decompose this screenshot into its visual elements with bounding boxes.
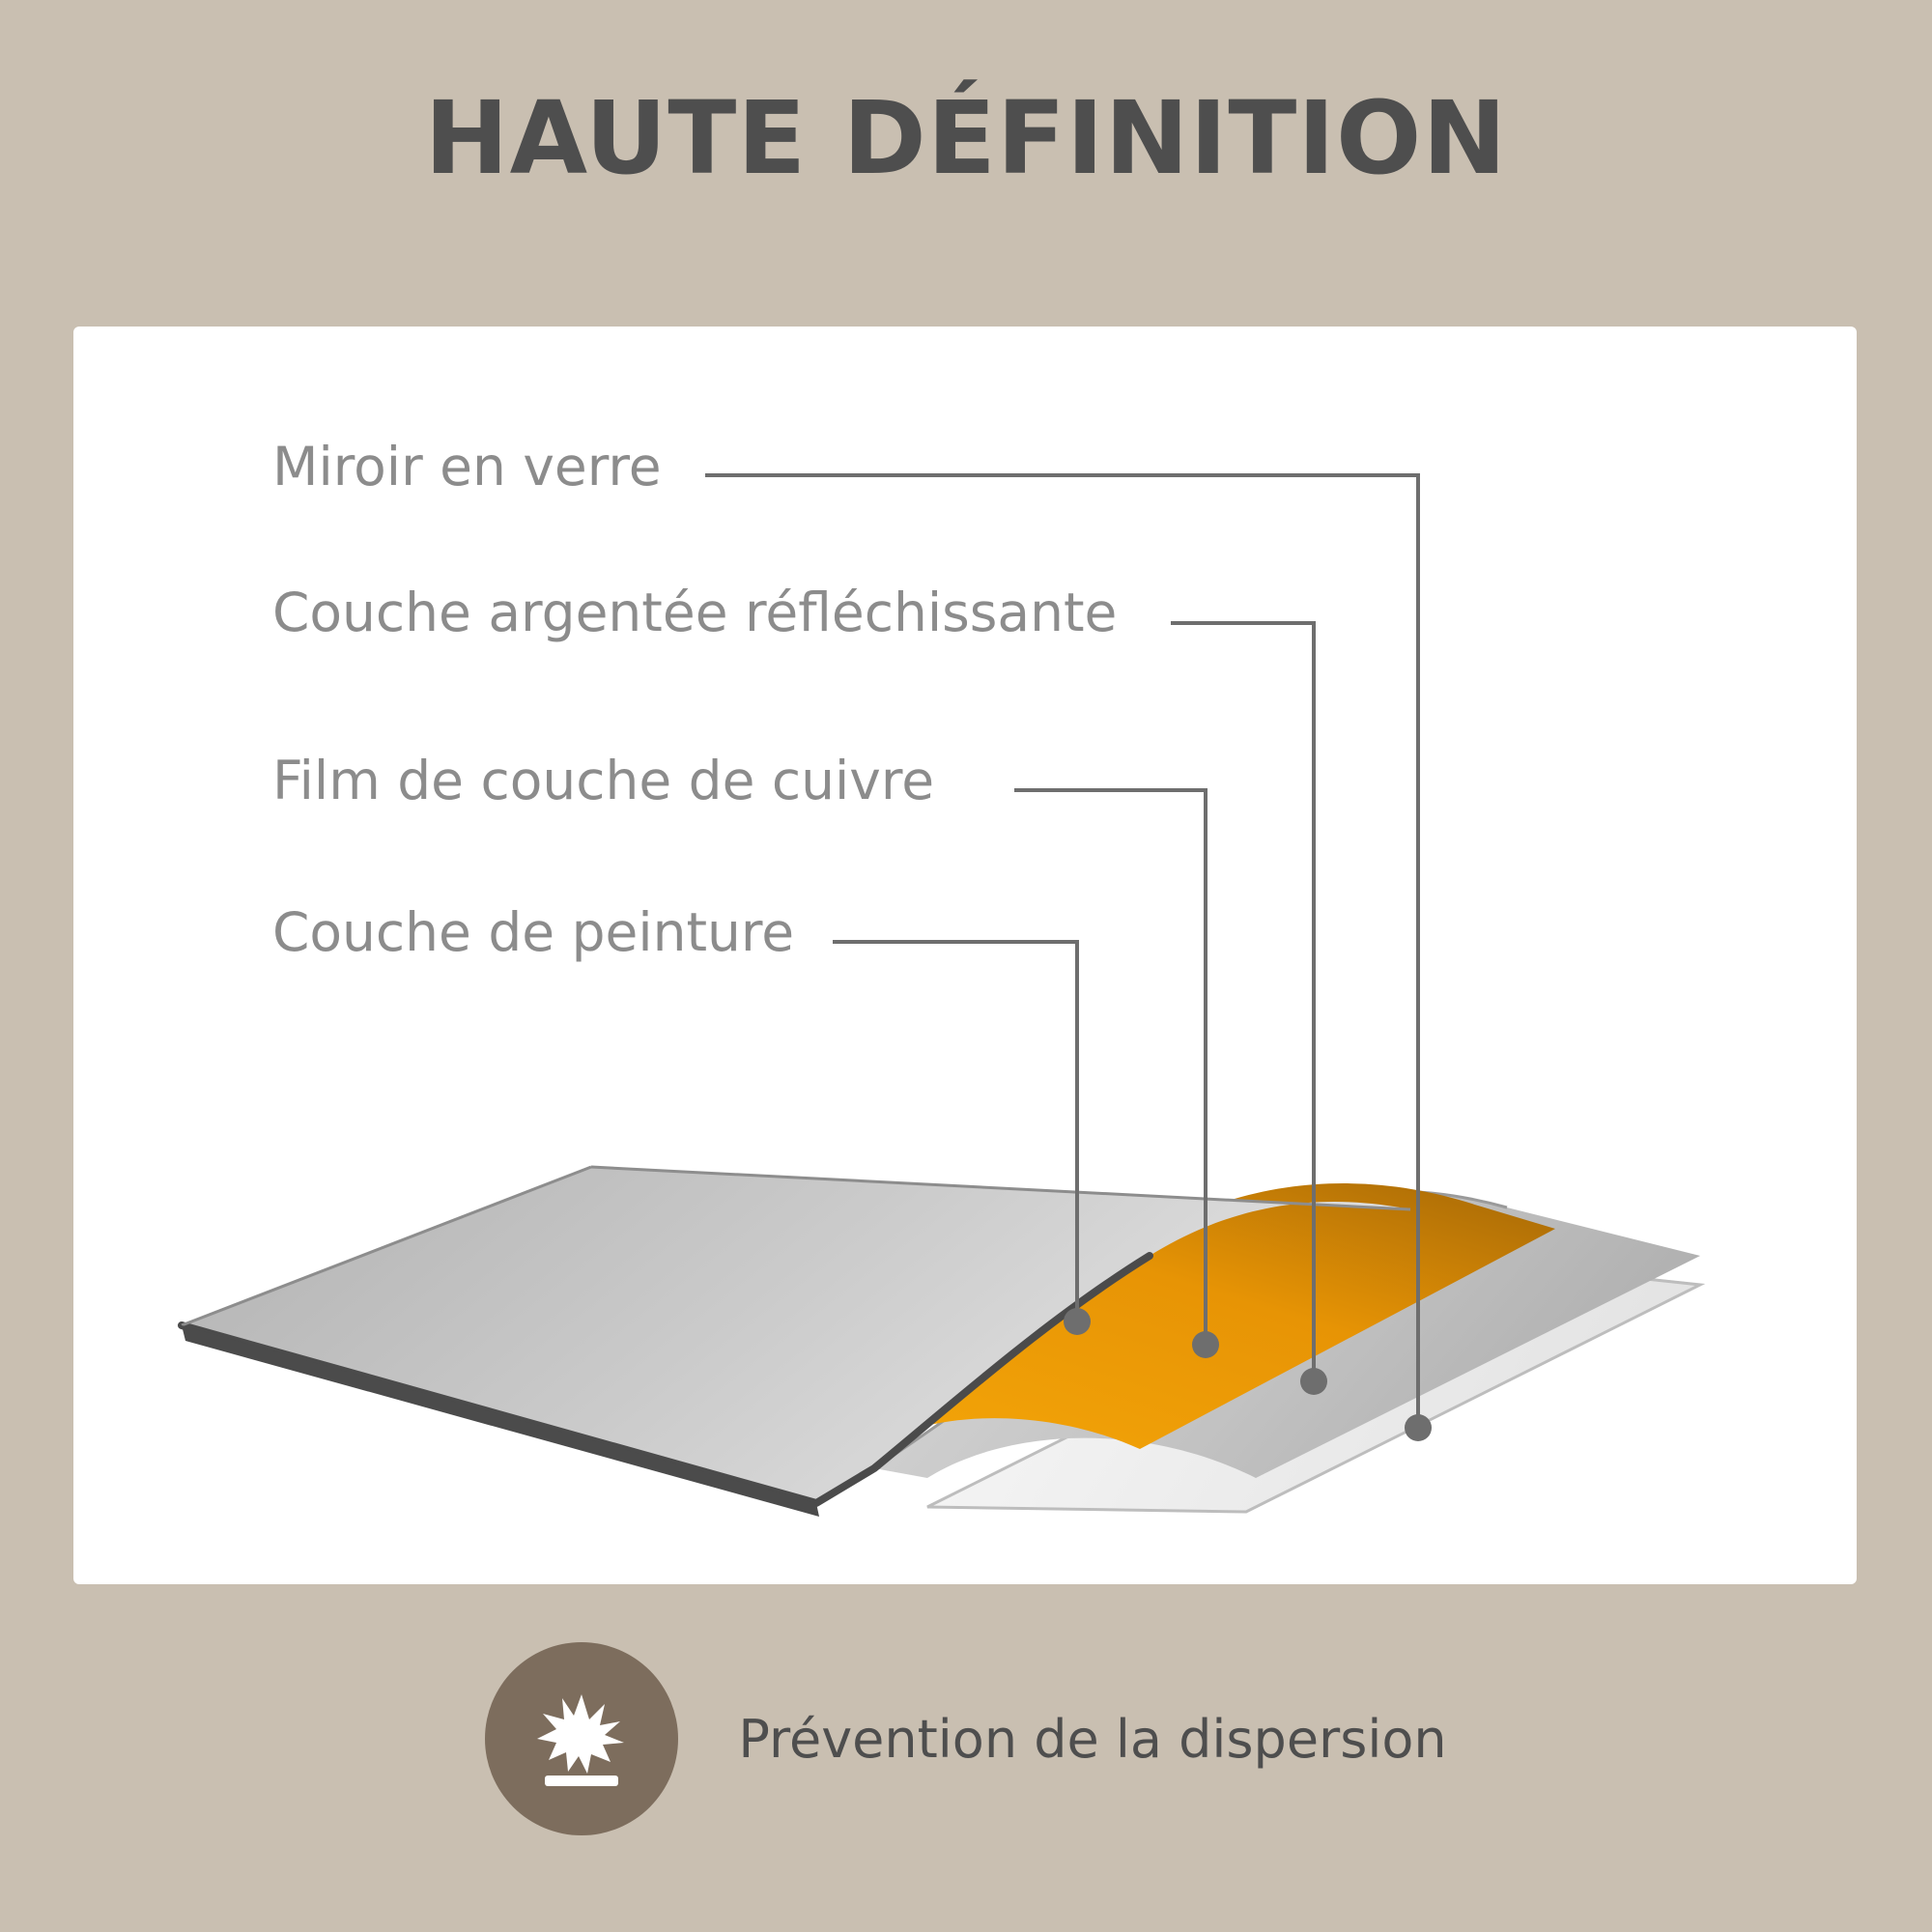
shatter-burst-badge [485,1642,678,1835]
layer-label-copper: Film de couche de cuivre [272,750,935,811]
page-title: HAUTE DÉFINITION [424,79,1508,197]
footer [0,1642,1932,1835]
layer-label-silver: Couche argentée réfléchissante [272,582,1118,643]
shatter-burst-icon [526,1683,638,1795]
footer-label: Prévention de la dispersion [738,1708,1447,1770]
layer-label-glass: Miroir en verre [272,436,662,497]
layer-label-paint: Couche de peinture [272,901,795,963]
